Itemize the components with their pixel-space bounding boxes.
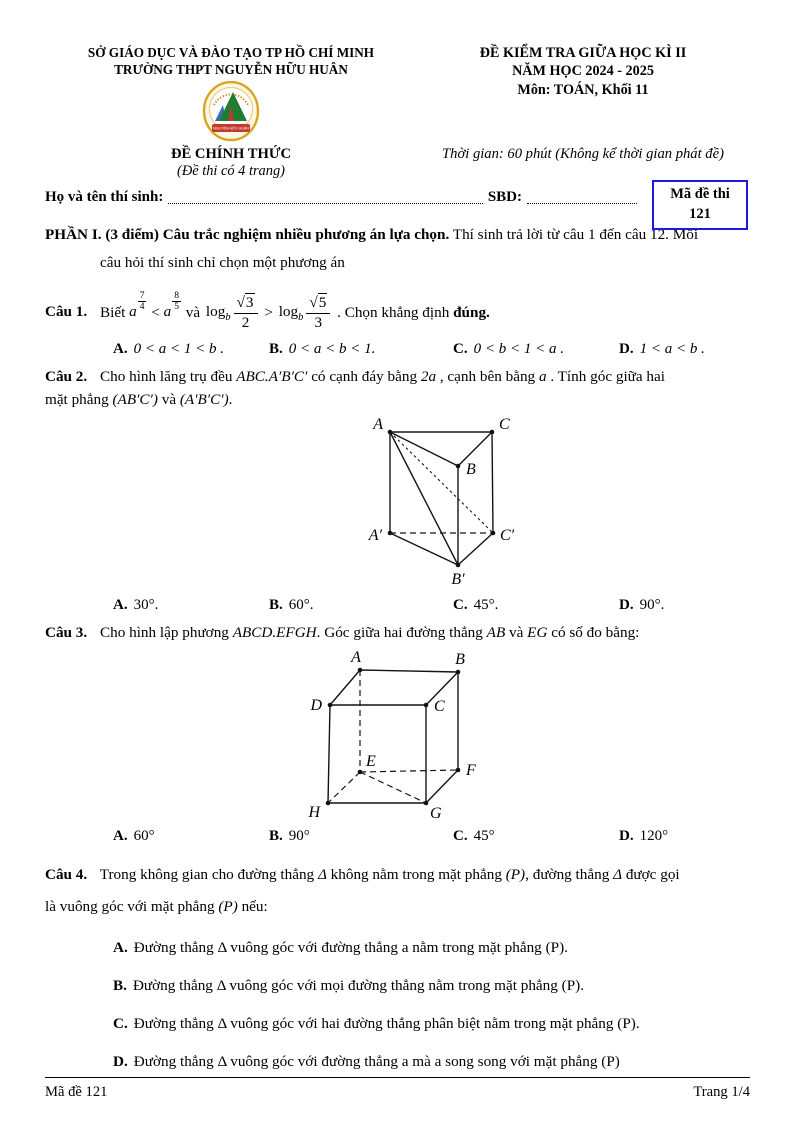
q2-vertex-A2: A′: [368, 526, 382, 544]
exam-code-label: Mã đề thi: [670, 186, 730, 202]
question-2: [45, 366, 749, 412]
question-3: [45, 622, 749, 645]
q3-cube-figure: [298, 647, 518, 819]
q3-math1: ABCD.EFGH: [232, 623, 317, 641]
part1-instruction: Thí sinh trả lời từ câu 1 đến câu 12. Mỗi: [452, 226, 699, 244]
q2-math4: (AB′C′): [112, 391, 158, 409]
q4-seg3: , đường thẳng: [525, 865, 610, 883]
question-1-options: [45, 341, 749, 358]
q4-seg4: được gọi: [625, 865, 680, 883]
pages-note: (Đề thi có 4 trang): [177, 163, 285, 180]
q4-math2: (P): [505, 865, 526, 883]
q1-relation-2: >: [264, 303, 273, 321]
school-year: NĂM HỌC 2024 - 2025: [512, 63, 654, 80]
q2-seg4: . Tính góc giữa hai: [550, 368, 665, 386]
part1-line1: [45, 221, 749, 249]
q1-text-2: và: [185, 303, 201, 321]
q3-vertex-H: H: [308, 803, 320, 819]
page-footer: [45, 1077, 750, 1101]
q4-seg2: không nằm trong mặt phẳng: [330, 865, 502, 883]
part1-title: PHẦN I. (3 điểm) Câu trắc nghiệm nhiều phương án lựa chọn.: [45, 226, 450, 244]
q4-seg5: là vuông góc với mặt phẳng: [45, 897, 215, 915]
q4-seg6: nếu:: [241, 897, 268, 915]
subject-line: Môn: TOÁN, Khối 11: [517, 81, 649, 98]
header-right: [417, 44, 749, 180]
part1-line2: câu hỏi thí sinh chỉ chọn một phương án: [100, 254, 345, 272]
q3-seg4: có số đo bằng:: [551, 623, 640, 641]
q2-line2: [45, 389, 749, 412]
q4-math3: Δ: [613, 865, 623, 883]
q2-vertex-A: A: [373, 415, 383, 433]
q2-vertex-C: C: [499, 415, 510, 433]
q1-option-d: D. 1 < a < b .: [619, 341, 705, 358]
header-left: [45, 44, 417, 180]
q2-seg1: Cho hình lăng trụ đều: [100, 368, 233, 386]
q3-math2: AB: [486, 623, 506, 641]
q2-math2: 2a: [420, 368, 437, 386]
q2-math3: a: [538, 368, 547, 386]
q2-option-b: B. 60°.: [269, 596, 314, 613]
school-logo-icon: [202, 81, 260, 143]
question-2-options: [45, 597, 749, 614]
exam-code-box: [652, 180, 748, 230]
q2-option-d: D. 90°.: [619, 596, 665, 613]
q1-log-1: $\log_b$: [205, 303, 231, 324]
q1-power-1: a $\frac{7}{4}$: [129, 290, 145, 321]
q2-seg6: và: [161, 391, 177, 409]
q4-line1: [45, 859, 749, 891]
q3-vertex-E: E: [366, 752, 376, 770]
q1-text-emphasis: đúng.: [453, 303, 490, 321]
q3-seg1: Cho hình lập phương: [100, 623, 229, 641]
q3-option-d: D. 120°: [619, 827, 669, 844]
q4-option-a: A. Đường thẳng Δ vuông góc với đường thẳng a nằm trong mặt phẳng (P).: [113, 939, 568, 957]
question-2-label: Câu 2.: [45, 368, 88, 386]
q2-seg7: .: [228, 391, 233, 409]
q2-vertex-B2: B′: [451, 570, 465, 588]
q1-relation-1: <: [151, 303, 160, 321]
question-3-options: [45, 828, 749, 845]
q4-math4: (P): [218, 897, 238, 915]
question-1: [45, 291, 749, 333]
q2-vertex-B: B: [466, 460, 476, 478]
exam-title: ĐỀ KIỂM TRA GIỮA HỌC KÌ II: [479, 45, 687, 61]
q3-vertex-F: F: [466, 761, 476, 779]
q4-option-d: D. Đường thẳng Δ vuông góc với đường thẳng a mà a song song với mặt phẳng (P): [113, 1052, 620, 1070]
q1-option-a: A. 0 < a < 1 < b .: [113, 341, 224, 358]
q4-seg1: Trong không gian cho đường thẳng: [99, 865, 315, 883]
q3-vertex-G: G: [430, 804, 442, 819]
q4-option-c: C. Đường thẳng Δ vuông góc với hai đường thẳng phân biệt nằm trong mặt phẳng (P).: [113, 1015, 640, 1033]
q2-seg5: mặt phẳng: [45, 391, 109, 409]
q2-prism-figure: [333, 416, 533, 588]
q1-fraction-2: $\frac{√5}{3}$: [306, 294, 330, 332]
q1-log-2: $\log_b$: [278, 303, 304, 324]
student-name-label: Họ và tên thí sinh:: [45, 189, 164, 206]
department-name: SỞ GIÁO DỤC VÀ ĐÀO TẠO TP HỒ CHÍ MINH: [87, 45, 375, 60]
footer-page-number: Trang 1/4: [693, 1084, 750, 1100]
q2-vertex-C2: C′: [500, 526, 515, 544]
q2-seg2: có cạnh đáy bằng: [311, 368, 418, 386]
q3-vertex-A: A: [351, 648, 361, 666]
q3-seg3: và: [509, 623, 524, 641]
q1-power-2: a $\frac{8}{5}$: [163, 290, 179, 321]
student-name-dotted-line: [168, 190, 482, 204]
q3-math3: EG: [527, 623, 548, 641]
q4-line2: [45, 891, 749, 923]
q2-line1: [45, 366, 749, 389]
q3-vertex-D: D: [310, 696, 322, 714]
q2-seg3: , cạnh bên bằng: [439, 368, 536, 386]
time-note: Thời gian: 60 phút (Không kể thời gian phát đề): [442, 146, 724, 163]
q1-option-c: C. 0 < b < 1 < a .: [453, 341, 564, 358]
q3-option-a: A. 60°: [113, 827, 155, 844]
question-4: [45, 859, 749, 923]
q3-option-b: B. 90°: [269, 827, 310, 844]
q4-option-b: B. Đường thẳng Δ vuông góc với mọi đường thẳng nằm trong mặt phẳng (P).: [113, 977, 584, 995]
official-exam-label: ĐỀ CHÍNH THỨC: [170, 146, 291, 163]
exam-code-value: 121: [689, 206, 711, 223]
q1-text-1: Biết: [100, 303, 126, 321]
part1-heading: [45, 221, 749, 277]
q2-option-a: A. 30°.: [113, 596, 159, 613]
logo-banner-text: NGUYỄN HỮU HUÂN: [213, 127, 249, 132]
question-3-label: Câu 3.: [45, 623, 88, 641]
q1-fraction-1: $\frac{√3}{2}$: [234, 294, 258, 332]
sbd-dotted-line: [527, 190, 637, 204]
q3-vertex-B: B: [455, 650, 465, 668]
q1-option-b: B. 0 < a < b < 1.: [269, 341, 376, 358]
question-4-label: Câu 4.: [45, 865, 88, 883]
q1-text-3: . Chọn khẳng định: [337, 303, 450, 321]
q3-vertex-C: C: [434, 697, 445, 715]
header: [45, 44, 749, 180]
question-1-label: Câu 1.: [45, 303, 88, 321]
sbd-label: SBD:: [487, 189, 522, 206]
student-info-row: [45, 189, 637, 206]
school-name: TRƯỜNG THPT NGUYỄN HỮU HUÂN: [114, 62, 348, 78]
q4-math1: Δ: [317, 865, 327, 883]
footer-exam-code: Mã đề 121: [45, 1084, 108, 1100]
q2-math5: (A′B′C′): [179, 391, 229, 409]
q3-seg2: . Góc giữa hai đường thẳng: [316, 623, 483, 641]
q3-option-c: C. 45°: [453, 827, 495, 844]
q2-math1: ABC.A′B′C′: [236, 368, 308, 386]
q2-option-c: C. 45°.: [453, 596, 499, 613]
